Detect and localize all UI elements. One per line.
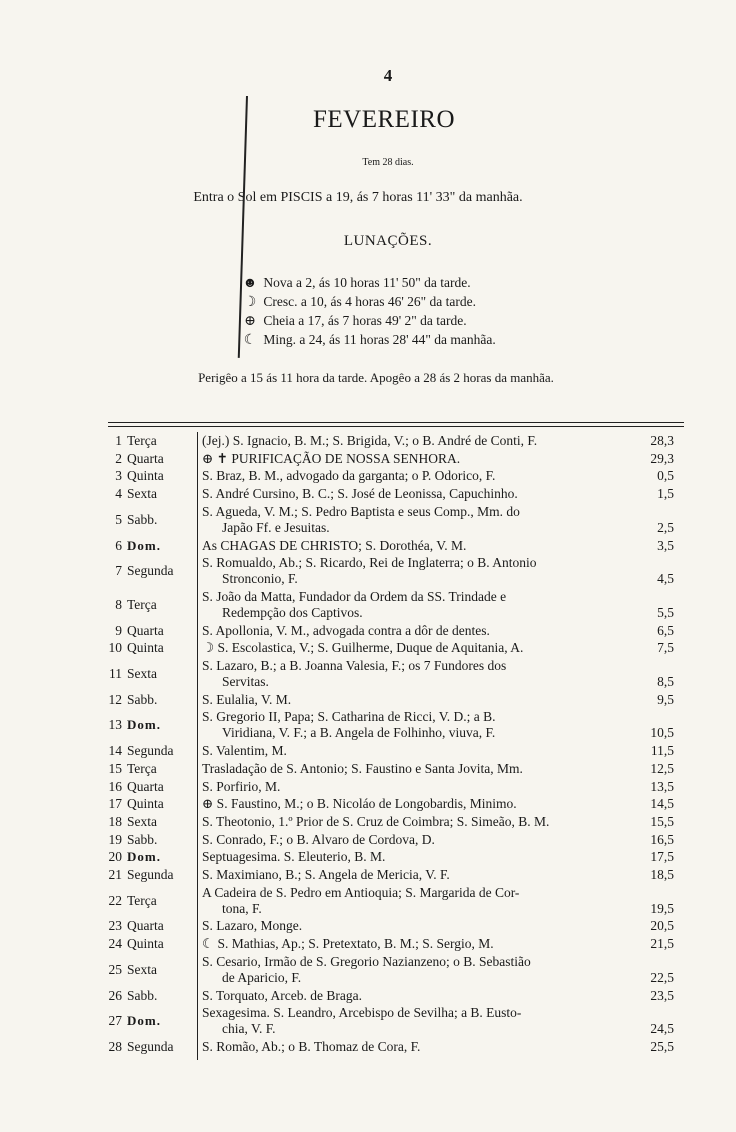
- day-number: 12: [108, 691, 122, 707]
- table-row: [0, 796, 736, 812]
- weekday: Quarta: [127, 450, 164, 466]
- saints-description: [202, 761, 632, 777]
- moon-age: 9,5: [657, 691, 674, 707]
- weekday: Quinta: [127, 936, 164, 952]
- day-number: 2: [115, 450, 122, 466]
- description-line: Servitas.: [222, 674, 269, 689]
- weekday: Sabb.: [127, 511, 158, 527]
- moon-age: 22,5: [650, 969, 674, 985]
- saints-description: [202, 589, 632, 621]
- day-number: 18: [108, 813, 122, 829]
- weekday: Segunda: [127, 563, 174, 579]
- description-line: Stronconio, F.: [222, 571, 298, 587]
- table-row: [0, 1005, 736, 1037]
- day-number: 1: [115, 433, 122, 448]
- description-line: S. Maximiano, B.; S. Angela de Mericia, V. F.: [202, 867, 450, 882]
- moon-age: 19,5: [650, 900, 674, 916]
- day-number: 22: [108, 892, 122, 908]
- day-number: 24: [108, 936, 122, 952]
- table-row: [0, 640, 736, 656]
- weekday: Terça: [127, 596, 157, 612]
- weekday: Quarta: [127, 918, 164, 934]
- moon-phase-icon: ☾: [243, 333, 257, 348]
- saints-description: [202, 1039, 632, 1055]
- table-row: [0, 692, 736, 708]
- day-number: 27: [108, 1013, 122, 1029]
- description-line: Sexagesima. S. Leandro, Arcebispo de Sevilha; a B. Eusto-: [202, 1005, 522, 1021]
- saints-description: [202, 1005, 632, 1037]
- description-line: Japão Ff. e Jesuitas.: [222, 519, 330, 535]
- saints-description: [202, 885, 632, 917]
- days-note: Tem 28 dias.: [362, 157, 414, 168]
- description-line: ☾ S. Mathias, Ap.; S. Pretextato, B. M.; S. Sergio, M.: [202, 936, 494, 952]
- day-number: 25: [108, 961, 122, 977]
- saints-description: [202, 468, 632, 484]
- table-row: [0, 658, 736, 690]
- weekday: Sexta: [127, 813, 157, 829]
- weekday: Sexta: [127, 486, 157, 502]
- description-line: As CHAGAS DE CHRISTO; S. Dorothéa, V. M.: [202, 537, 467, 553]
- weekday: Quinta: [127, 796, 164, 812]
- description-line: S. Porfirio, M.: [202, 778, 281, 794]
- moon-age: 23,5: [650, 987, 674, 1003]
- description-line: (Jej.) S. Ignacio, B. M.; S. Brigida, V.; o B. André de Conti, F.: [202, 433, 538, 448]
- moon-age: 10,5: [650, 725, 674, 741]
- day-number: 23: [108, 918, 122, 934]
- description-line: Septuagesima. S. Eleuterio, B. M.: [202, 849, 386, 865]
- table-row: [0, 538, 736, 554]
- moon-age: 4,5: [657, 571, 674, 587]
- day-number: 28: [108, 1038, 122, 1054]
- table-row: [0, 555, 736, 587]
- description-line: S. Lazaro, B.; a B. Joanna Valesia, F.; os 7 Fundores dos: [202, 658, 507, 673]
- description-line: S. Romualdo, Ab.; S. Ricardo, Rei de Inglaterra; o B. Antonio: [202, 555, 537, 571]
- saints-description: [202, 867, 632, 883]
- saints-description: [202, 743, 632, 759]
- weekday: Segunda: [127, 867, 174, 882]
- day-number: 11: [109, 666, 122, 681]
- table-row: [0, 849, 736, 865]
- moon-age: 6,5: [657, 622, 674, 638]
- moon-age: 5,5: [657, 604, 674, 620]
- table-row: [0, 867, 736, 883]
- saints-description: [202, 918, 632, 934]
- moon-phases-list: [240, 274, 496, 350]
- moon-phase-row: [240, 274, 496, 293]
- saints-description: [202, 796, 632, 812]
- moon-age: 28,3: [650, 433, 674, 448]
- saints-description: [202, 433, 632, 449]
- weekday: Sexta: [127, 666, 157, 681]
- description-line: A Cadeira de S. Pedro em Antioquia; S. Margarida de Cor-: [202, 884, 520, 900]
- moon-phase-icon: ⊕: [244, 314, 256, 329]
- day-number: 26: [108, 987, 122, 1003]
- table-row: [0, 451, 736, 467]
- description-line: Redempção dos Captivos.: [222, 604, 363, 620]
- weekday: Terça: [127, 892, 157, 908]
- table-top-rule: [108, 422, 684, 423]
- table-row: [0, 918, 736, 934]
- description-line: tona, F.: [222, 900, 262, 916]
- saints-description: [202, 451, 632, 467]
- description-line: S. Conrado, F.; o B. Alvaro de Cordova, D.: [202, 831, 435, 847]
- description-line: S. Gregorio II, Papa; S. Catharina de Ricci, V. D.; a B.: [202, 709, 496, 725]
- saints-description: [202, 504, 632, 536]
- day-number: 17: [108, 796, 122, 812]
- description-line: S. Apollonia, V. M., advogada contra a dôr de dentes.: [202, 622, 490, 638]
- moon-phase-text: Ming. a 24, ás 11 horas 28' 44" da manhãa.: [260, 332, 496, 347]
- moon-age: 7,5: [657, 640, 674, 656]
- weekday: Sabb.: [127, 987, 158, 1003]
- table-row: [0, 832, 736, 848]
- table-row: [0, 486, 736, 502]
- table-row: [0, 504, 736, 536]
- weekday: Quarta: [127, 778, 164, 794]
- moon-age: 3,5: [657, 537, 674, 553]
- description-line: S. Valentim, M.: [202, 743, 287, 759]
- saints-description: [202, 954, 632, 986]
- table-row: [0, 954, 736, 986]
- day-number: 8: [115, 596, 122, 612]
- description-line: ⊕ S. Faustino, M.; o B. Nicoláo de Longobardis, Minimo.: [202, 796, 517, 812]
- table-row: [0, 433, 736, 449]
- saints-description: [202, 988, 632, 1004]
- weekday: Segunda: [127, 1038, 174, 1054]
- weekday: Dom.: [127, 1013, 161, 1029]
- saints-description: [202, 709, 632, 741]
- moon-phase-icon: ☽: [243, 295, 257, 310]
- day-number: 7: [115, 563, 122, 579]
- table-row: [0, 761, 736, 777]
- weekday: Dom.: [127, 849, 161, 865]
- table-top-rule-2: [108, 426, 684, 427]
- day-number: 14: [108, 743, 122, 759]
- month-title: FEVEREIRO: [313, 106, 455, 133]
- moon-age: 0,5: [657, 468, 674, 484]
- table-row: [0, 468, 736, 484]
- day-number: 4: [115, 486, 122, 502]
- perigee-apogee-line: Perigêo a 15 ás 11 hora da tarde. Apogêo a 28 ás 2 horas da manhãa.: [198, 370, 554, 385]
- day-number: 6: [115, 537, 122, 553]
- description-line: S. Agueda, V. M.; S. Pedro Baptista e seus Comp., Mm. do: [202, 503, 520, 519]
- saints-description: [202, 538, 632, 554]
- moon-age: 12,5: [650, 760, 674, 776]
- day-number: 9: [115, 622, 122, 638]
- description-line: de Aparicio, F.: [222, 969, 302, 985]
- weekday: Sabb.: [127, 831, 158, 847]
- table-row: [0, 988, 736, 1004]
- description-line: S. Cesario, Irmão de S. Gregorio Nazianzeno; o B. Sebastião: [202, 953, 531, 969]
- moon-age: 14,5: [650, 796, 674, 812]
- moon-age: 18,5: [650, 867, 674, 882]
- saints-description: [202, 640, 632, 656]
- weekday: Quarta: [127, 622, 164, 638]
- description-line: Viridiana, V. F.; a B. Angela de Folhinho, viuva, F.: [222, 725, 496, 741]
- saints-description: [202, 658, 632, 690]
- weekday: Terça: [127, 433, 157, 448]
- description-line: S. André Cursino, B. C.; S. José de Leonissa, Capuchinho.: [202, 486, 518, 502]
- saints-description: [202, 814, 632, 830]
- moon-phase-text: Cresc. a 10, ás 4 horas 46' 26" da tarde.: [260, 294, 477, 309]
- saints-description: [202, 779, 632, 795]
- description-line: S. Torquato, Arceb. de Braga.: [202, 987, 363, 1003]
- sun-entry-line: Entra o Sol em PISCIS a 19, ás 7 horas 11' 33" da manhãa.: [193, 190, 523, 205]
- moon-age: 25,5: [650, 1038, 674, 1054]
- description-line: S. João da Matta, Fundador da Ordem da SS. Trindade e: [202, 588, 507, 604]
- table-row: [0, 623, 736, 639]
- description-line: S. Braz, B. M., advogado da garganta; o P. Odorico, F.: [202, 468, 496, 484]
- description-line: ☽ S. Escolastica, V.; S. Guilherme, Duque de Aquitania, A.: [202, 640, 524, 656]
- table-row: [0, 709, 736, 741]
- table-row: [0, 743, 736, 759]
- saints-description: [202, 623, 632, 639]
- saints-description: [202, 555, 632, 587]
- weekday: Dom.: [127, 537, 161, 553]
- saints-description: [202, 832, 632, 848]
- moon-phase-row: [240, 331, 496, 350]
- moon-phase-row: [240, 293, 496, 312]
- moon-phase-text: Nova a 2, ás 10 horas 11' 50" da tarde.: [260, 275, 471, 290]
- moon-age: 24,5: [650, 1021, 674, 1037]
- day-number: 3: [115, 468, 122, 484]
- description-line: chia, V. F.: [222, 1021, 276, 1037]
- weekday: Terça: [127, 760, 157, 776]
- moon-age: 11,5: [650, 743, 674, 759]
- description-line: S. Theotonio, 1.º Prior de S. Cruz de Coimbra; S. Simeão, B. M.: [202, 813, 550, 829]
- weekday: Segunda: [127, 743, 174, 759]
- day-number: 10: [108, 640, 122, 656]
- moon-age: 2,5: [657, 519, 674, 535]
- day-number: 21: [108, 867, 122, 882]
- day-number: 16: [108, 778, 122, 794]
- day-number: 5: [115, 511, 122, 527]
- moon-age: 8,5: [657, 674, 674, 689]
- day-number: 19: [108, 831, 122, 847]
- table-row: [0, 1039, 736, 1055]
- moon-age: 20,5: [650, 918, 674, 934]
- day-number: 20: [108, 849, 122, 865]
- description-line: ⊕ ✝ PURIFICAÇÃO DE NOSSA SENHORA.: [202, 450, 461, 466]
- saints-description: [202, 849, 632, 865]
- saints-description: [202, 486, 632, 502]
- weekday: Quinta: [127, 640, 164, 656]
- description-line: S. Romão, Ab.; o B. Thomaz de Cora, F.: [202, 1038, 421, 1054]
- moon-age: 29,3: [650, 450, 674, 466]
- day-number: 13: [108, 717, 122, 733]
- table-row: [0, 779, 736, 795]
- weekday: Sabb.: [127, 691, 158, 707]
- lunations-heading: LUNAÇÕES.: [343, 233, 433, 249]
- moon-phase-icon: ☻: [242, 276, 258, 291]
- moon-age: 21,5: [650, 936, 674, 952]
- saints-description: [202, 692, 632, 708]
- description-line: S. Eulalia, V. M.: [202, 691, 292, 707]
- moon-age: 13,5: [650, 778, 674, 794]
- table-row: [0, 814, 736, 830]
- moon-age: 1,5: [657, 486, 674, 502]
- moon-age: 15,5: [650, 813, 674, 829]
- day-number: 15: [108, 760, 122, 776]
- weekday: Dom.: [127, 717, 161, 733]
- moon-age: 17,5: [650, 849, 674, 865]
- weekday: Quinta: [127, 468, 164, 484]
- weekday: Sexta: [127, 961, 157, 977]
- description-line: Trasladação de S. Antonio; S. Faustino e Santa Jovita, Mm.: [202, 760, 523, 776]
- moon-phase-text: Cheia a 17, ás 7 horas 49' 2" da tarde.: [260, 313, 467, 328]
- table-row: [0, 936, 736, 952]
- table-row: [0, 885, 736, 917]
- moon-age: 16,5: [650, 831, 674, 847]
- moon-phase-row: [240, 312, 496, 331]
- page-number: 4: [383, 66, 393, 85]
- saints-description: [202, 936, 632, 952]
- description-line: S. Lazaro, Monge.: [202, 918, 303, 934]
- table-row: [0, 589, 736, 621]
